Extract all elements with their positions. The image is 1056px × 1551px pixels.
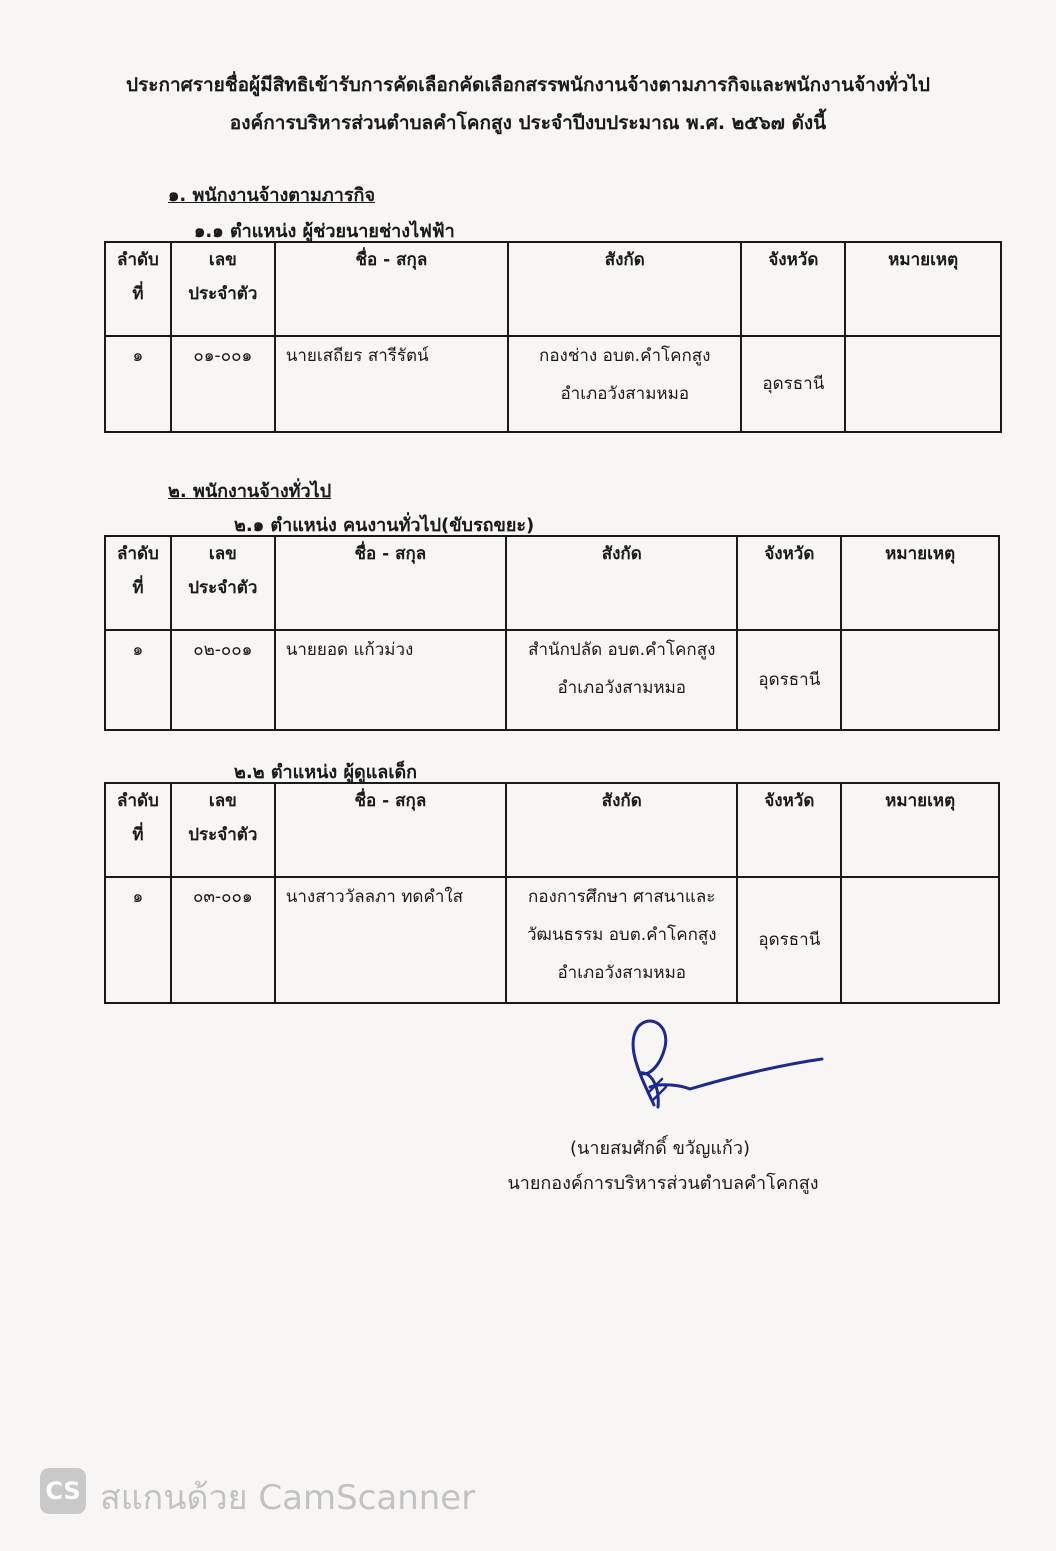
header-name: ชื่อ - สกุล	[275, 783, 506, 877]
header-affiliation: สังกัด	[506, 536, 737, 630]
table-header-row	[105, 536, 999, 630]
table-header-row	[105, 783, 999, 877]
table-header-row	[105, 242, 1001, 336]
table-row	[105, 336, 1001, 432]
header-name: ชื่อ - สกุล	[275, 536, 506, 630]
table-position-2-2	[104, 782, 1000, 1004]
position-2-1-title: ๒.๑ ตำแหน่ง คนงานทั่วไป(ขับรถขยะ)	[234, 515, 535, 536]
header-id: เลข ประจำตัว	[171, 242, 275, 336]
header-order: ลำดับ ที่	[105, 536, 171, 630]
table-row	[105, 877, 999, 1003]
document-title-line-2: องค์การบริหารส่วนตำบลคำโคกสูง ประจำปีงบประมาณ พ.ศ. ๒๕๖๗ ดังนี้	[229, 112, 827, 134]
signatory-title: นายกองค์การบริหารส่วนตำบลคำโคกสูง	[507, 1173, 819, 1194]
camscanner-watermark-text: สแกนด้วย CamScanner	[100, 1478, 476, 1518]
cell-remark	[841, 877, 999, 1003]
table-row	[105, 630, 999, 730]
cell-affiliation: กองการศึกษา ศาสนาและ วัฒนธรรม อบต.คำโคกสูง อำเภอวังสามหมอ	[506, 877, 737, 1003]
header-affiliation: สังกัด	[508, 242, 741, 336]
header-province: จังหวัด	[737, 536, 841, 630]
cell-name: นายยอด แก้วม่วง	[275, 630, 506, 730]
section-2-heading: ๒. พนักงานจ้างทั่วไป	[168, 481, 332, 502]
header-order: ลำดับ ที่	[105, 783, 171, 877]
cell-id: ๐๓-๐๐๑	[171, 877, 275, 1003]
cell-affiliation: สำนักปลัด อบต.คำโคกสูง อำเภอวังสามหมอ	[506, 630, 737, 730]
cell-id: ๐๑-๐๐๑	[171, 336, 275, 432]
cell-id: ๐๒-๐๐๑	[171, 630, 275, 730]
cell-name: นางสาววัลลภา ทดคำใส	[275, 877, 506, 1003]
camscanner-logo: CS	[40, 1468, 86, 1514]
cell-province: อุดรธานี	[737, 630, 841, 730]
section-1-heading: ๑. พนักงานจ้างตามภารกิจ	[168, 185, 375, 206]
cell-order: ๑	[105, 336, 171, 432]
position-1-1-title: ๑.๑ ตำแหน่ง ผู้ช่วยนายช่างไฟฟ้า	[194, 221, 455, 242]
header-remark: หมายเหตุ	[841, 536, 999, 630]
cell-affiliation: กองช่าง อบต.คำโคกสูง อำเภอวังสามหมอ	[508, 336, 741, 432]
cell-order: ๑	[105, 630, 171, 730]
header-remark: หมายเหตุ	[841, 783, 999, 877]
cell-province: อุดรธานี	[741, 336, 845, 432]
document-title-line-1: ประกาศรายชื่อผู้มีสิทธิเข้ารับการคัดเลือกคัดเลือกสรรพนักงานจ้างตามภารกิจและพนักงานจ้างทั่วไป	[126, 74, 930, 96]
header-province: จังหวัด	[737, 783, 841, 877]
table-position-1-1	[104, 241, 1002, 433]
cell-remark	[841, 630, 999, 730]
cell-order: ๑	[105, 877, 171, 1003]
table-position-2-1	[104, 535, 1000, 731]
header-province: จังหวัด	[741, 242, 845, 336]
cell-remark	[845, 336, 1001, 432]
header-order: ลำดับ ที่	[105, 242, 171, 336]
header-affiliation: สังกัด	[506, 783, 737, 877]
signature-scribble	[610, 1015, 830, 1115]
header-id: เลข ประจำตัว	[171, 536, 275, 630]
header-name: ชื่อ - สกุล	[275, 242, 508, 336]
header-remark: หมายเหตุ	[845, 242, 1001, 336]
cell-name: นายเสถียร สารีรัตน์	[275, 336, 508, 432]
cell-province: อุดรธานี	[737, 877, 841, 1003]
signatory-name: (นายสมศักดิ์ ขวัญแก้ว)	[570, 1138, 750, 1159]
position-2-2-title: ๒.๒ ตำแหน่ง ผู้ดูแลเด็ก	[234, 762, 418, 783]
header-id: เลข ประจำตัว	[171, 783, 275, 877]
